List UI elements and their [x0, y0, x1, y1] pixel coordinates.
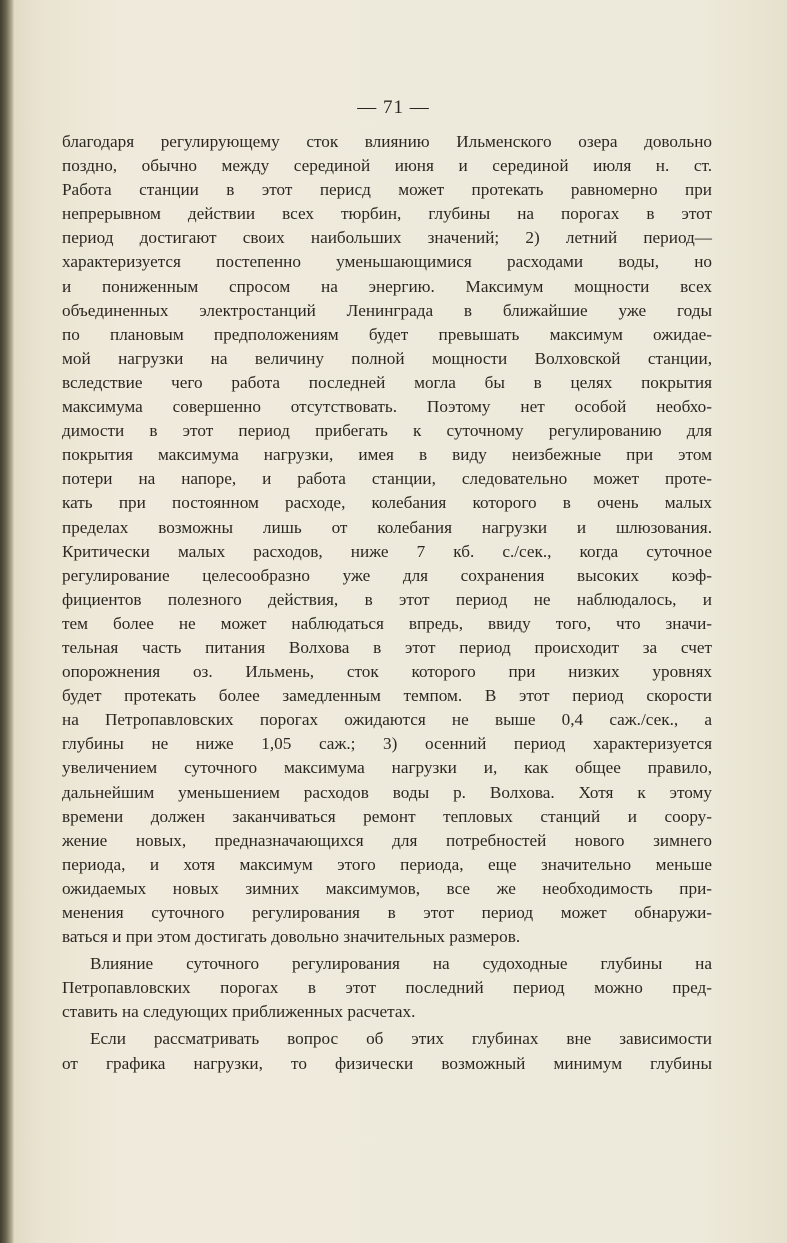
text-line: от графика нагрузки, то физически возможный минимум глубины [62, 1053, 712, 1073]
text-line: Если рассматривать вопрос об этих глубинах вне зависимости [90, 1029, 712, 1049]
page-number: — 71 — [357, 97, 430, 118]
text-body [62, 130, 712, 1076]
text-line: кать при постоянном расходе, колебания которого в очень малых [62, 493, 712, 513]
text-line: период достигают своих наибольших значений; 2) летний период— [62, 228, 712, 248]
text-line: Влияние суточного регулирования на судоходные глубины на [90, 954, 712, 974]
text-line: максимума совершенно отсутствовать. Поэтому нет особой необхо- [62, 397, 712, 417]
text-line: ставить на следующих приближенных расчетах. [62, 1002, 416, 1022]
text-line: пределах возможны лишь от колебания нагрузки и шлюзования. [62, 517, 712, 537]
text-line: поздно, обычно между серединой июня и серединой июля н. ст. [62, 156, 712, 176]
text-line: будет протекать более замедленным темпом. В этот период скорости [62, 686, 712, 706]
text-line: увеличением суточного максимума нагрузки и, как общее правило, [62, 758, 712, 778]
text-line: и пониженным спросом на энергию. Максимум мощности всех [62, 276, 712, 296]
text-line: регулирование целесообразно уже для сохранения высоких коэф- [62, 565, 712, 585]
text-line: ожидаемых новых зимних максимумов, все же необходимость при- [62, 878, 712, 898]
text-line: тем более не может наблюдаться впредь, ввиду того, что значи- [62, 613, 712, 633]
text-line: непрерывном действии всех тюрбин, глубины на порогах в этот [62, 204, 712, 224]
text-line: периода, и хотя максимум этого периода, еще значительно меньше [62, 854, 712, 874]
text-line: менения суточного регулирования в этот период может обнаружи- [62, 903, 712, 922]
text-line: дальнейшим уменьшением расходов воды р. Волхова. Хотя к этому [62, 782, 712, 802]
text-line: жение новых, предназначающихся для потребностей нового зимнего [62, 830, 712, 850]
text-line: мой нагрузки на величину полной мощности Волховской станции, [62, 348, 712, 368]
text-line: потери на напоре, и работа станции, следовательно может проте- [62, 469, 712, 489]
text-line: тельная часть питания Волхова в этот период происходит за счет [62, 637, 712, 657]
text-line: характеризуется постепенно уменьшающимися расходами воды, но [62, 252, 712, 272]
text-line: времени должен заканчиваться ремонт тепловых станций и соору- [62, 806, 712, 826]
text-line: по плановым предположениям будет превышать максимум ожидае- [62, 324, 712, 344]
text-line: благодаря регулирующему сток влиянию Ильменского озера довольно [62, 132, 712, 151]
text-line: опорожнения оз. Ильмень, сток которого при низких уровнях [62, 662, 712, 682]
text-line: объединенных электростанций Ленинграда в ближайшие уже годы [62, 300, 712, 320]
text-line: фициентов полезного действия, в этот период не наблюдалось, и [62, 589, 712, 609]
text-line: на Петропавловских порогах ожидаются не выше 0,4 саж./сек., а [62, 710, 712, 730]
text-line: покрытия максимума нагрузки, имея в виду неизбежные при этом [62, 445, 712, 465]
text-line: Критически малых расходов, ниже 7 кб. с./сек., когда суточное [62, 541, 712, 561]
text-line: Работа станции в этот перисд может протекать равномерно при [62, 180, 712, 200]
text-line: глубины не ниже 1,05 саж.; 3) осенний период характеризуется [62, 734, 712, 754]
binding-edge [0, 0, 14, 1243]
text-line: ваться и при этом достигать довольно значительных размеров. [62, 927, 521, 947]
text-line: вследствие чего работа последней могла бы в целях покрытия [62, 372, 712, 392]
text-line: Петропавловских порогах в этот последний период можно пред- [62, 978, 712, 998]
text-line: димости в этот период прибегать к суточному регулированию для [62, 421, 712, 441]
